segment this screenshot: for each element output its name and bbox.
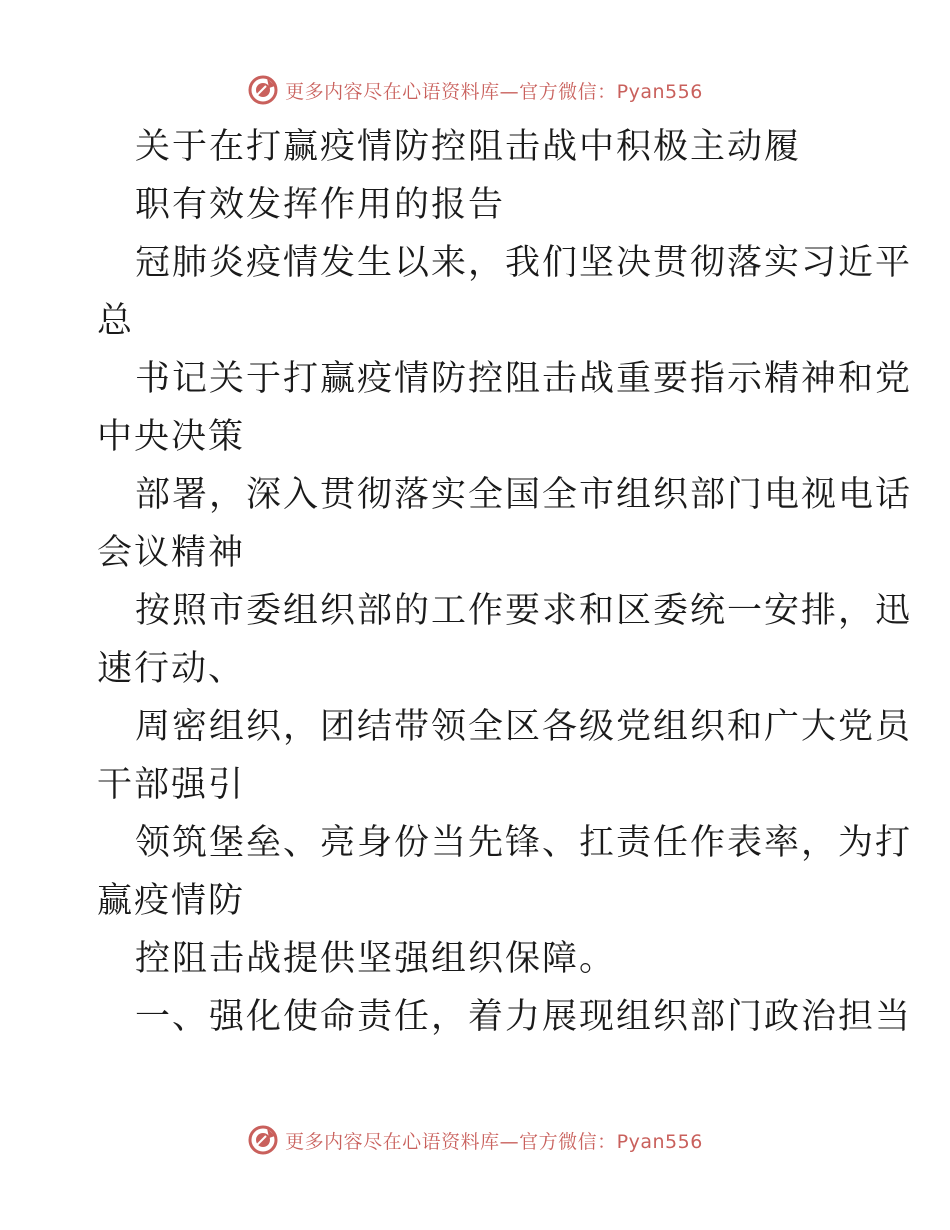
section-heading: 一、强化使命责任，着力展现组织部门政治担当: [135, 997, 913, 1037]
text-line: 速行动、: [97, 649, 246, 689]
text-line: 按照市委组织部的工作要求和区委统一安排，迅: [135, 591, 913, 631]
text-line: 会议精神: [97, 533, 246, 573]
text-line: 中央决策: [97, 417, 246, 457]
text-line: 职有效发挥作用的报告: [135, 185, 506, 225]
logo-icon: [247, 74, 279, 106]
text-line: 控阻击战提供坚强组织保障。: [135, 939, 617, 979]
text-line: 部署，深入贯彻落实全国全市组织部门电视电话: [135, 475, 913, 515]
logo-icon: [247, 1124, 279, 1156]
header-watermark: [0, 70, 950, 110]
document-body: [97, 118, 913, 1046]
text-line: 赢疫情防: [97, 881, 246, 921]
text-line: 总: [97, 301, 135, 341]
text-line: 领筑堡垒、亮身份当先锋、扛责任作表率，为打: [135, 823, 913, 863]
text-line: 书记关于打赢疫情防控阻击战重要指示精神和党: [135, 359, 913, 399]
watermark-text: 更多内容尽在心语资料库—官方微信：Pyan556: [285, 80, 703, 103]
watermark-text: 更多内容尽在心语资料库—官方微信：Pyan556: [285, 1130, 703, 1153]
footer-watermark: [0, 1120, 950, 1160]
text-line: 关于在打赢疫情防控阻击战中积极主动履: [135, 127, 802, 167]
text-line: 干部强引: [97, 765, 246, 805]
text-line: 周密组织，团结带领全区各级党组织和广大党员: [135, 707, 913, 747]
text-line: 冠肺炎疫情发生以来，我们坚决贯彻落实习近平: [135, 243, 913, 283]
